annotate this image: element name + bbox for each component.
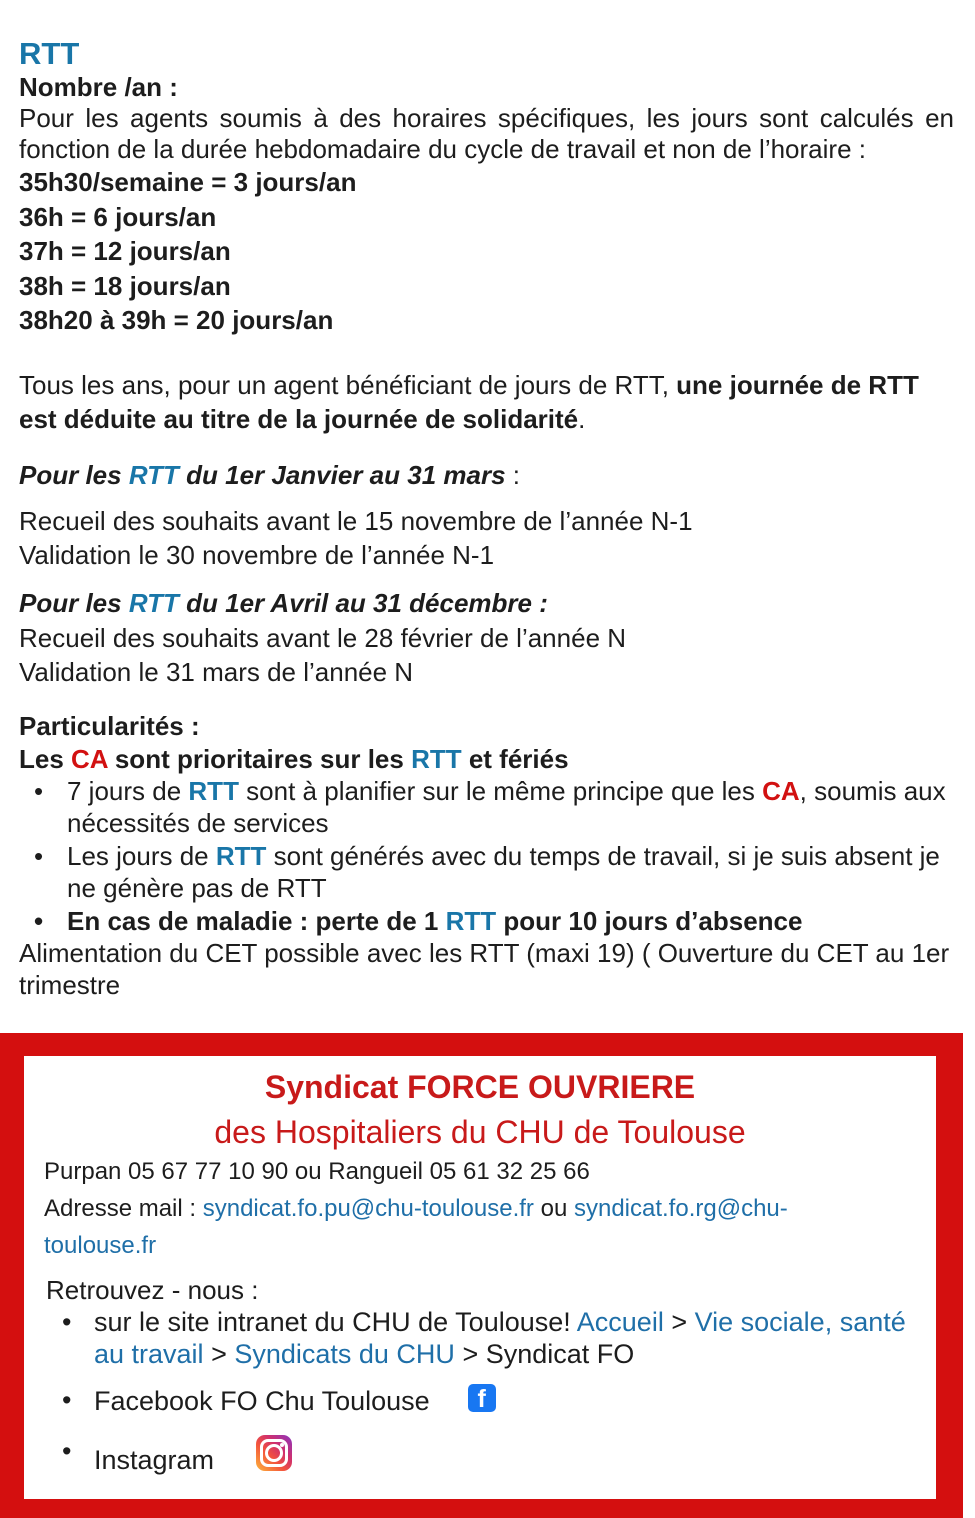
bullet-text: sont à planifier sur le même principe que les bbox=[238, 775, 763, 806]
hours-item: 37h = 12 jours/an bbox=[19, 236, 231, 266]
facebook-icon[interactable]: f bbox=[468, 1384, 496, 1412]
email-link-rangueil-cont[interactable]: toulouse.fr bbox=[44, 1232, 157, 1259]
breadcrumb-separator: > bbox=[203, 1339, 235, 1369]
particularites-label: Particularités : bbox=[19, 710, 200, 741]
list-item bbox=[67, 905, 954, 938]
union-title: Syndicat FORCE OUVRIERE bbox=[264, 1069, 696, 1105]
hours-item: 35h30/semaine = 3 jours/an bbox=[19, 167, 357, 197]
period1-colon: : bbox=[505, 459, 520, 490]
intro-paragraph: Pour les agents soumis à des horaires spécifiques, les jours sont calculés en fonction de la durée hebdomadaire du cycle de travail et non de l’horaire : bbox=[19, 103, 954, 164]
phone-numbers: Purpan 05 67 77 10 90 ou Rangueil 05 61 32 25 66 bbox=[44, 1158, 590, 1185]
period1-line: Recueil des souhaits avant le 15 novembre de l’année N-1 bbox=[19, 505, 693, 536]
email-link-purpan[interactable]: syndicat.fo.pu@chu-toulouse.fr bbox=[202, 1195, 534, 1222]
period2-lines bbox=[19, 621, 954, 689]
email-label: Adresse mail : bbox=[44, 1195, 203, 1222]
union-contact-panel bbox=[0, 1033, 963, 1518]
union-contact-box bbox=[24, 1056, 936, 1499]
priority-text: sont prioritaires sur les bbox=[107, 743, 412, 774]
solidarity-end: . bbox=[578, 403, 586, 434]
find-us-label: Retrouvez - nous : bbox=[46, 1275, 259, 1305]
bullet-rtt: RTT bbox=[445, 905, 497, 936]
cet-paragraph: Alimentation du CET possible avec les RTT (maxi 19) ( Ouverture du CET au 1er trimestre bbox=[19, 938, 950, 1000]
bullet-rtt: RTT bbox=[188, 775, 239, 806]
priority-rtt: RTT bbox=[411, 743, 462, 774]
priority-text: Les bbox=[19, 743, 72, 774]
hours-item: 38h20 à 39h = 20 jours/an bbox=[19, 305, 334, 335]
particularites-list bbox=[19, 775, 954, 938]
period2-line: Recueil des souhaits avant le 28 février de l’année N bbox=[19, 622, 627, 653]
bullet-text: pour 10 jours d’absence bbox=[496, 905, 803, 936]
list-item bbox=[67, 840, 954, 905]
breadcrumb-separator: > bbox=[454, 1339, 486, 1369]
instagram-label[interactable]: Instagram bbox=[94, 1445, 215, 1475]
email-or: ou bbox=[533, 1195, 574, 1222]
list-item bbox=[94, 1435, 916, 1476]
period2-suffix: du 1er Avril au 31 décembre : bbox=[178, 587, 548, 618]
priority-text: et fériés bbox=[461, 743, 569, 774]
bullet-text: Les jours de bbox=[67, 840, 216, 871]
facebook-label[interactable]: Facebook FO Chu Toulouse bbox=[94, 1386, 430, 1416]
period1-suffix: du 1er Janvier au 31 mars bbox=[178, 459, 506, 490]
list-item bbox=[94, 1306, 916, 1370]
section-title: RTT bbox=[19, 36, 80, 71]
document-body bbox=[19, 36, 954, 1001]
list-item bbox=[94, 1384, 916, 1417]
link-vie-sociale[interactable]: Vie sociale, santé au travail bbox=[94, 1307, 906, 1369]
bullet-text: En cas de maladie : perte de 1 bbox=[67, 905, 446, 936]
syndicat-fo-text: Syndicat FO bbox=[485, 1339, 635, 1369]
period2-rtt: RTT bbox=[128, 587, 179, 618]
find-us-list bbox=[44, 1306, 916, 1476]
period2-prefix: Pour les bbox=[19, 587, 129, 618]
list-item bbox=[67, 775, 954, 840]
priority-line bbox=[19, 743, 954, 775]
solidarity-bold-text: une journée de RTT est déduite au titre de la journée de solidarité bbox=[19, 369, 919, 434]
nombre-label: Nombre /an : bbox=[19, 72, 178, 102]
hours-item: 38h = 18 jours/an bbox=[19, 270, 231, 301]
intranet-text: sur le site intranet du CHU de Toulouse! bbox=[94, 1307, 577, 1337]
link-syndicats[interactable]: Syndicats du CHU bbox=[234, 1339, 455, 1369]
breadcrumb-separator: > bbox=[663, 1307, 695, 1337]
period2-heading bbox=[19, 588, 954, 619]
bullet-ca: CA bbox=[762, 775, 800, 806]
period2-line: Validation le 31 mars de l’année N bbox=[19, 656, 414, 687]
union-subtitle: des Hospitaliers du CHU de Toulouse bbox=[214, 1114, 746, 1150]
bullet-rtt: RTT bbox=[215, 840, 267, 871]
email-line bbox=[44, 1190, 916, 1264]
period1-prefix: Pour les bbox=[19, 459, 129, 490]
email-link-rangueil[interactable]: syndicat.fo.rg@chu- bbox=[573, 1195, 788, 1222]
period1-rtt: RTT bbox=[128, 459, 179, 490]
solidarity-text: Tous les ans, pour un agent bénéficiant de jours de RTT, bbox=[19, 369, 677, 400]
bullet-text: , soumis aux nécessités de services bbox=[67, 775, 946, 838]
bullet-text: sont générés avec du temps de travail, si je suis absent je ne génère pas de RTT bbox=[67, 840, 940, 903]
period1-lines bbox=[19, 504, 954, 572]
period1-line: Validation le 30 novembre de l’année N-1 bbox=[19, 539, 495, 570]
instagram-icon[interactable] bbox=[256, 1435, 292, 1471]
period1-heading bbox=[19, 460, 954, 491]
solidarity-paragraph bbox=[19, 368, 954, 436]
hours-list bbox=[19, 165, 954, 338]
bullet-text: 7 jours de bbox=[67, 775, 189, 806]
hours-item: 36h = 6 jours/an bbox=[19, 201, 217, 232]
priority-ca: CA bbox=[71, 743, 108, 774]
link-accueil[interactable]: Accueil bbox=[576, 1307, 664, 1337]
